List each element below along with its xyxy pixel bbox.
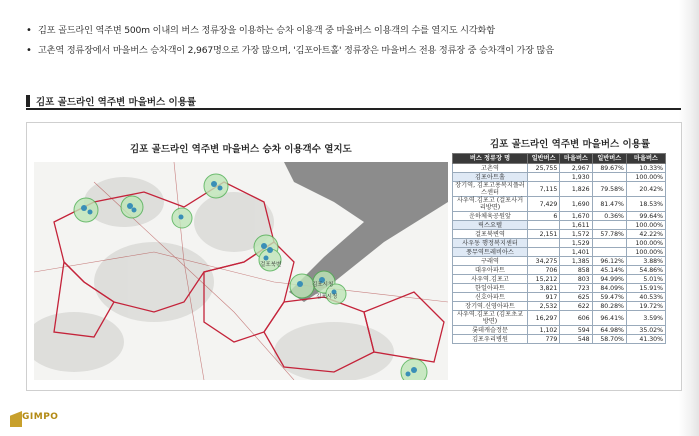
stop-name-cell: 걸포북변역 [453, 230, 528, 239]
value-cell: 18.53% [626, 197, 665, 212]
bullet-text: 김포 골드라인 역주변 500m 이내의 버스 정류장을 이용하는 승차 이용객 중 마을버스 이용객의 수를 열지도 시각화함 [38, 25, 495, 36]
table-row [453, 311, 666, 326]
stop-name-cell: 풍무역트레비아스 [453, 248, 528, 257]
value-cell [528, 173, 560, 182]
column-header: 버스 정류장 명 [453, 154, 528, 164]
value-cell: 6 [528, 212, 560, 221]
value-cell: 3.88% [626, 257, 665, 266]
table-row [453, 212, 666, 221]
table-row [453, 275, 666, 284]
value-cell: 54.86% [626, 266, 665, 275]
stop-name-cell: 장기역, 김포고용복지플러스센터 [453, 182, 528, 197]
value-cell: 57.78% [592, 230, 626, 239]
heat-map [34, 162, 448, 380]
stop-name-cell: 구래역 [453, 257, 528, 266]
value-cell: 59.47% [592, 293, 626, 302]
map-title: 김포 골드라인 역주변 마을버스 승차 이용객수 열지도 [130, 144, 352, 155]
bullet-dot-icon: • [26, 45, 32, 56]
table-row [453, 257, 666, 266]
value-cell: 100.00% [626, 239, 665, 248]
value-cell: 1,826 [560, 182, 592, 197]
value-cell: 99.64% [626, 212, 665, 221]
value-cell: 1,401 [560, 248, 592, 257]
value-cell: 858 [560, 266, 592, 275]
table-row [453, 230, 666, 239]
value-cell: 100.00% [626, 248, 665, 257]
stop-name-cell: 사우역.김포고 (김포초교방면) [453, 311, 528, 326]
value-cell: 96.41% [592, 311, 626, 326]
column-header: 마을버스 [626, 154, 665, 164]
table-row [453, 335, 666, 344]
value-cell: 80.28% [592, 302, 626, 311]
logo-mark-icon [10, 411, 22, 427]
value-cell [592, 248, 626, 257]
table-row [453, 293, 666, 302]
value-cell: 58.70% [592, 335, 626, 344]
summary-bullets [24, 24, 664, 64]
table-row [453, 221, 666, 230]
table-row [453, 266, 666, 275]
section-heading [26, 94, 681, 110]
value-cell: 45.14% [592, 266, 626, 275]
value-cell: 3,821 [528, 284, 560, 293]
value-cell: 0.36% [592, 212, 626, 221]
value-cell [528, 221, 560, 230]
stop-name-cell: 김포아트홀 [453, 173, 528, 182]
stop-name-cell: 운하체육공원앞 [453, 212, 528, 221]
map-label: 김포시청 [316, 294, 338, 300]
value-cell: 1,102 [528, 326, 560, 335]
value-cell: 5.01% [626, 275, 665, 284]
stop-name-cell: 사우역.김포고 (걸포사거리방면) [453, 197, 528, 212]
column-header: 일반버스 [592, 154, 626, 164]
table-header-row [453, 154, 666, 164]
column-header: 마을버스 [560, 154, 592, 164]
top-border [0, 0, 699, 6]
stop-name-cell: 장기역.신영아파트 [453, 302, 528, 311]
value-cell: 548 [560, 335, 592, 344]
bullet-item [24, 24, 664, 37]
value-cell: 96.12% [592, 257, 626, 266]
value-cell [592, 173, 626, 182]
value-cell: 41.30% [626, 335, 665, 344]
table-row [453, 284, 666, 293]
table-row [453, 197, 666, 212]
value-cell: 3.59% [626, 311, 665, 326]
table-row [453, 248, 666, 257]
value-cell: 1,572 [560, 230, 592, 239]
map-label: 김포시청 [312, 282, 334, 288]
right-edge-shadow [679, 0, 699, 436]
ridership-table [452, 153, 666, 344]
stop-name-cell: 사우역.김포고 [453, 275, 528, 284]
value-cell: 706 [528, 266, 560, 275]
table-row [453, 182, 666, 197]
value-cell: 7,115 [528, 182, 560, 197]
section-title: 김포 골드라인 역주변 마을버스 이용률 [36, 97, 197, 108]
value-cell: 606 [560, 311, 592, 326]
value-cell: 1,670 [560, 212, 592, 221]
value-cell: 64.98% [592, 326, 626, 335]
value-cell: 81.47% [592, 197, 626, 212]
value-cell: 40.53% [626, 293, 665, 302]
stop-name-cell: 롯데캐슬정문 [453, 326, 528, 335]
value-cell: 1,690 [560, 197, 592, 212]
value-cell: 594 [560, 326, 592, 335]
value-cell: 42.22% [626, 230, 665, 239]
value-cell: 2,151 [528, 230, 560, 239]
value-cell: 2,532 [528, 302, 560, 311]
value-cell: 803 [560, 275, 592, 284]
map-svg [34, 162, 448, 380]
value-cell: 10.33% [626, 164, 665, 173]
stop-name-cell: 고촌역 [453, 164, 528, 173]
value-cell: 7,429 [528, 197, 560, 212]
logo-text: GIMPO [22, 412, 59, 422]
stop-name-cell: 대우아파트 [453, 266, 528, 275]
bullet-text: 고촌역 정류장에서 마을버스 승차객이 2,967명으로 가장 많으며, '김포아트홀' 정류장은 마을버스 전용 정류장 중 승차객이 가장 많음 [38, 45, 554, 56]
stop-name-cell: 릭스요텔 [453, 221, 528, 230]
value-cell: 100.00% [626, 221, 665, 230]
table-row [453, 164, 666, 173]
value-cell: 100.00% [626, 173, 665, 182]
value-cell: 15,212 [528, 275, 560, 284]
stop-name-cell: 신호아파트 [453, 293, 528, 302]
value-cell [592, 221, 626, 230]
value-cell [592, 239, 626, 248]
column-header: 일반버스 [528, 154, 560, 164]
value-cell: 34,275 [528, 257, 560, 266]
value-cell: 84.09% [592, 284, 626, 293]
value-cell: 622 [560, 302, 592, 311]
bullet-item [24, 44, 664, 57]
table-title: 김포 골드라인 역주변 마을버스 이용률 [489, 139, 651, 150]
value-cell: 16,297 [528, 311, 560, 326]
value-cell: 94.99% [592, 275, 626, 284]
table-row [453, 173, 666, 182]
value-cell: 20.42% [626, 182, 665, 197]
value-cell: 723 [560, 284, 592, 293]
heading-bar [26, 95, 30, 107]
value-cell: 19.72% [626, 302, 665, 311]
value-cell: 1,611 [560, 221, 592, 230]
value-cell: 15.91% [626, 284, 665, 293]
value-cell [528, 248, 560, 257]
table-row [453, 326, 666, 335]
value-cell: 2,967 [560, 164, 592, 173]
map-label: 걸포북변 [260, 262, 282, 268]
value-cell [528, 239, 560, 248]
value-cell: 89.67% [592, 164, 626, 173]
bullet-dot-icon: • [26, 25, 32, 36]
value-cell: 35.02% [626, 326, 665, 335]
stop-name-cell: 사우동 행정복지센터 [453, 239, 528, 248]
value-cell: 1,529 [560, 239, 592, 248]
table-row [453, 239, 666, 248]
value-cell: 625 [560, 293, 592, 302]
value-cell: 779 [528, 335, 560, 344]
stop-name-cell: 한일아파트 [453, 284, 528, 293]
value-cell: 1,930 [560, 173, 592, 182]
value-cell: 79.58% [592, 182, 626, 197]
table-row [453, 302, 666, 311]
gimpo-logo [10, 408, 59, 430]
value-cell: 25,755 [528, 164, 560, 173]
stop-name-cell: 김포우리병원 [453, 335, 528, 344]
value-cell: 917 [528, 293, 560, 302]
value-cell: 1,385 [560, 257, 592, 266]
